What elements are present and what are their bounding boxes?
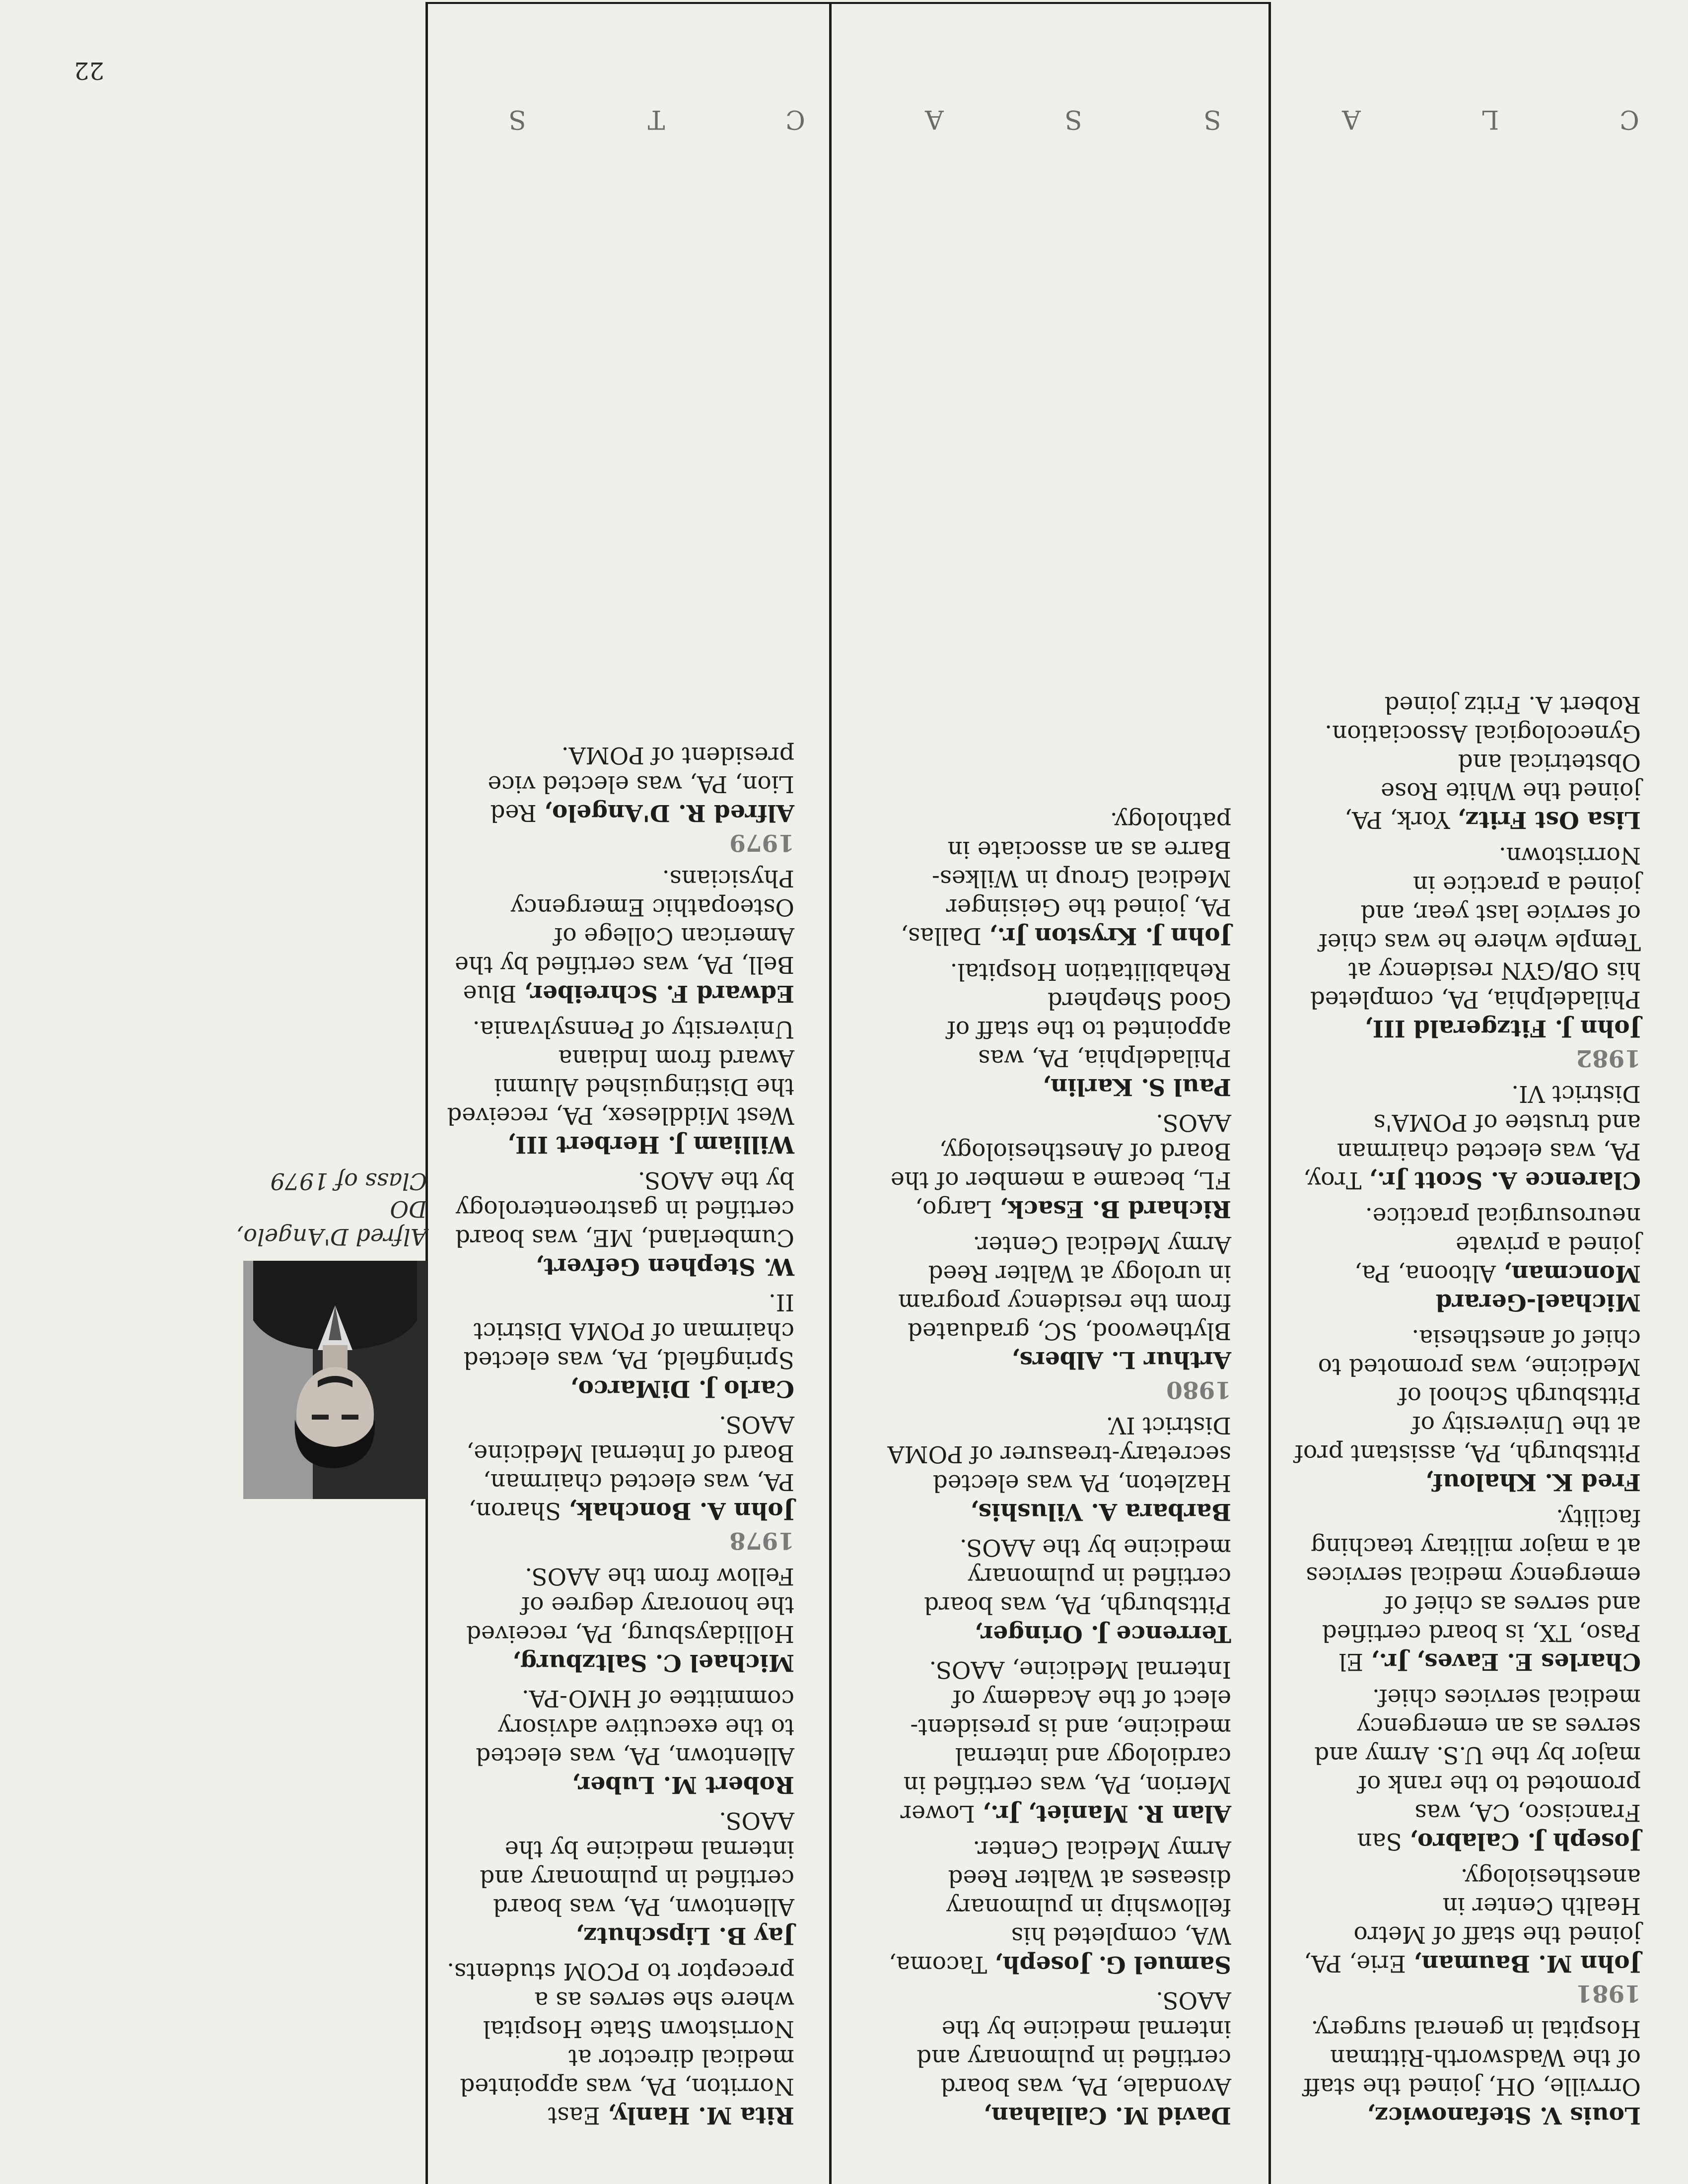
alumni-note: Avondale, PA, was board certified in pulmonary and internal medicine by the AAOS. <box>916 1986 1231 2100</box>
class-year-heading: 1980 <box>1166 1376 1231 1403</box>
alumni-note: Blythewood, SC, graduated from the residency program in urology at Walter Reed Army Medical Center. <box>898 1231 1231 1345</box>
column-rule <box>425 2 428 2184</box>
alumni-name: Alan R. Maniet, Jr., <box>982 1800 1231 1827</box>
alumni-note: Cumberland, ME, was board certified in gastroenterology by the AAOS. <box>455 1166 794 1251</box>
running-head-letter: S <box>1201 104 1221 134</box>
alumni-name: Arthur L. Albers, <box>1011 1346 1231 1373</box>
alumni-entry <box>884 1230 1231 1374</box>
alumni-note: Springfield, PA, was elected chairman of POMA District II. <box>463 1289 794 1373</box>
running-head-letter: A <box>1340 104 1361 134</box>
running-head-letter: S <box>1062 104 1082 134</box>
alumni-name: John M. Bauman, <box>1413 1950 1641 1977</box>
alumni-entry <box>1293 1683 1641 1855</box>
alumni-name: David M. Callahan, <box>983 2102 1231 2129</box>
alumni-name: Barbara A. Vilushis, <box>970 1498 1231 1525</box>
alumni-name: Robert M. Luber, <box>571 1771 794 1798</box>
alumni-note: Erie, PA, joined the staff of Metro Health Center in anesthesiology. <box>1304 1863 1641 1977</box>
alumni-name: John A. Bonchak, <box>568 1497 794 1524</box>
alumni-entry <box>1293 1201 1641 1316</box>
alumni-entry <box>447 1684 794 1799</box>
alumni-name: Fred K. Khalouf, <box>1425 1468 1641 1496</box>
alumni-name: John J. Kryston Jr., <box>989 922 1231 950</box>
alumni-entry <box>447 741 794 827</box>
alumni-note: Tacoma, WA, completed his fellowship in pulmonary diseases at Walter Reed Army Medical Center. <box>889 1836 1231 1978</box>
alumni-note: Sharon, PA, was elected chairman, Board of Internal Medicine, AAOS. <box>466 1411 794 1524</box>
alumni-name: Louis V. Stefanowicz, <box>1367 2102 1641 2129</box>
alumni-note: Largo, FL, became a member of the Board of Anesthesiology, AAOS. <box>890 1109 1231 1223</box>
alumni-entry <box>1293 1862 1641 1978</box>
portrait-illustration <box>243 1261 427 1499</box>
alumni-entry <box>447 1015 794 1159</box>
alumni-name: Terrence J. Oringer, <box>974 1620 1231 1647</box>
alumni-note: San Francisco, CA, was promoted to the rank of major by the U.S. Army and serves as an emergency medical services chief. <box>1314 1684 1641 1855</box>
alumni-entry <box>447 1410 794 1525</box>
alumni-name: Lisa Ost Fritz, <box>1457 806 1641 833</box>
alumni-entry <box>447 1288 794 1403</box>
alumni-note: Pittsburgh, PA, was board certified in pulmonary medicine by the AAOS. <box>923 1534 1231 1619</box>
alumni-note: York, PA, joined the White Rose Obstetrical and Gynecological Association. Robert A. Fritz joined <box>1325 691 1641 833</box>
alumni-note: Blue Bell, PA, was certified by the American College of Osteopathic Emergency Physicians. <box>454 865 794 1007</box>
alumni-entry <box>1293 1323 1641 1496</box>
alumni-name: Samuel G. Joseph, <box>994 1951 1231 1978</box>
alumni-name: Carlo J. DiMarco, <box>570 1375 794 1402</box>
class-year-heading: 1981 <box>1576 1979 1641 2007</box>
class-year-heading: 1978 <box>729 1527 794 1554</box>
alumni-name: Rita M. Hanly, <box>607 2102 794 2129</box>
alumni-note: Pittsburgh, PA, assistant prof at the University of Pittsburgh School of Medicine, was promoted to chief of anesthesia. <box>1294 1324 1641 1467</box>
alumni-name: Michael-Gerard Moncman, <box>1435 1260 1641 1316</box>
alumni-note: Allentown, PA, was board certified in pulmonary and internal medicine by the AAOS. <box>480 1807 794 1920</box>
alumni-entry <box>884 957 1231 1101</box>
alumni-note: Red Lion, PA, was elected vice president of POMA. <box>488 742 794 826</box>
text-column-right <box>447 734 794 2129</box>
bottom-rule <box>425 2 1271 4</box>
class-year-heading: 1979 <box>729 829 794 856</box>
running-head-letter: S <box>506 104 526 134</box>
alumni-entry <box>447 1165 794 1281</box>
running-head-letter: C <box>1618 104 1639 134</box>
alumni-note: Orrville, OH, joined the staff of the Wadsworth-Rittman Hospital in general surgery. <box>1303 2015 1641 2100</box>
alumni-entry <box>884 1108 1231 1223</box>
alumni-name: W. Stephen Gefvert, <box>535 1253 794 1280</box>
alumni-note: El Paso, TX, is board certified and serves as chief of emergency medical services at a major military teaching facility. <box>1306 1504 1641 1675</box>
alumni-note: Troy, PA, was elected chairman and trustee of POMA's District VI. <box>1303 1080 1641 1194</box>
alumni-note: Dallas, PA, joined the Geisinger Medical Group in Wilkes-Barre as an associate in pathology. <box>901 807 1231 950</box>
alumni-name: Michael C. Saltzburg, <box>512 1649 794 1676</box>
photo-caption <box>218 1167 427 1251</box>
alumni-note: West Middlesex, PA, received the Distinguished Alumni Award from Indiana University of Pennsylvania. <box>447 1016 794 1129</box>
alumni-name: Paul S. Karlin, <box>1042 1073 1231 1100</box>
alumni-note: Altoona, Pa, joined a private neurosurgical practice. <box>1354 1202 1641 1287</box>
column-rule <box>829 2 832 2184</box>
alumni-entry <box>447 864 794 1008</box>
alumni-name: Jay B. Lipschutz, <box>575 1922 794 1949</box>
alumni-entry <box>884 806 1231 950</box>
alumni-name: Clarence A. Scott Jr., <box>1369 1166 1641 1194</box>
alumni-entry <box>447 1806 794 1950</box>
text-column-left <box>1293 683 1641 2129</box>
alumni-entry <box>1293 690 1641 834</box>
column-rule <box>1268 2 1271 2184</box>
alumni-name: Edward F. Schreiber, <box>524 980 794 1007</box>
alumni-name: Richard B. Esack, <box>999 1195 1231 1223</box>
alumni-entry <box>1293 841 1641 1042</box>
class-year-heading: 1982 <box>1576 1044 1641 1072</box>
alumni-note: Philadelphia, PA, was appointed to the staff of Good Shepherd Rehabilitation Hospital. <box>947 958 1231 1072</box>
alumni-name: Alfred R. D'Angelo, <box>544 799 794 826</box>
alumni-note: Philadelphia, PA, completed his OB/GYN residency at Temple where he was chief of service last year, and joined a practice in Norristown. <box>1310 842 1641 1013</box>
caption-class: Class of 1979 <box>270 1168 427 1195</box>
running-head-letter: A <box>923 104 944 134</box>
page-number: 22 <box>73 57 104 84</box>
alumni-note: Hollidaysburg, PA, received the honorary degree of Fellow from the AAOS. <box>466 1563 794 1647</box>
text-column-middle <box>884 799 1231 2129</box>
alumni-name: John J. Fitzgerald III, <box>1364 1015 1641 1042</box>
alumni-name: Charles E. Eaves, Jr., <box>1370 1648 1641 1675</box>
alumni-entry <box>1293 1079 1641 1194</box>
portrait-photo <box>243 1261 427 1499</box>
running-head-letter: L <box>1479 104 1499 134</box>
caption-name: Alfred D'Angelo, DO <box>236 1196 427 1250</box>
alumni-entry <box>884 1411 1231 1526</box>
alumni-entry <box>1293 2014 1641 2129</box>
alumni-name: Joseph J. Calabro, <box>1409 1828 1641 1855</box>
alumni-note: Hazleton, PA was elected secretary-treasurer of POMA District IV. <box>887 1412 1231 1497</box>
alumni-entry <box>884 1533 1231 1648</box>
alumni-note: Allentown, PA, was elected to the executive advisory committee of HMO-PA. <box>476 1685 794 1770</box>
alumni-entry <box>884 1655 1231 1828</box>
running-head <box>501 104 1643 134</box>
alumni-name: William J. Herbert III, <box>507 1131 794 1158</box>
alumni-entry <box>884 1835 1231 1979</box>
alumni-entry <box>447 1957 794 2129</box>
alumni-note: Lower Merion, PA, was certified in cardiology and internal medicine, and is president-elect of the Academy of Internal Medicine, AAOS. <box>900 1656 1231 1827</box>
alumni-entry <box>1293 1503 1641 1676</box>
alumni-entry <box>447 1562 794 1677</box>
alumni-note: East Norriton, PA, was appointed medical director at Norristown State Hospital where she serves as a preceptor to PCOM students. <box>447 1958 794 2129</box>
alumni-entry <box>884 1985 1231 2129</box>
running-head-letter: C <box>783 104 805 134</box>
running-head-letter: T <box>645 104 665 134</box>
